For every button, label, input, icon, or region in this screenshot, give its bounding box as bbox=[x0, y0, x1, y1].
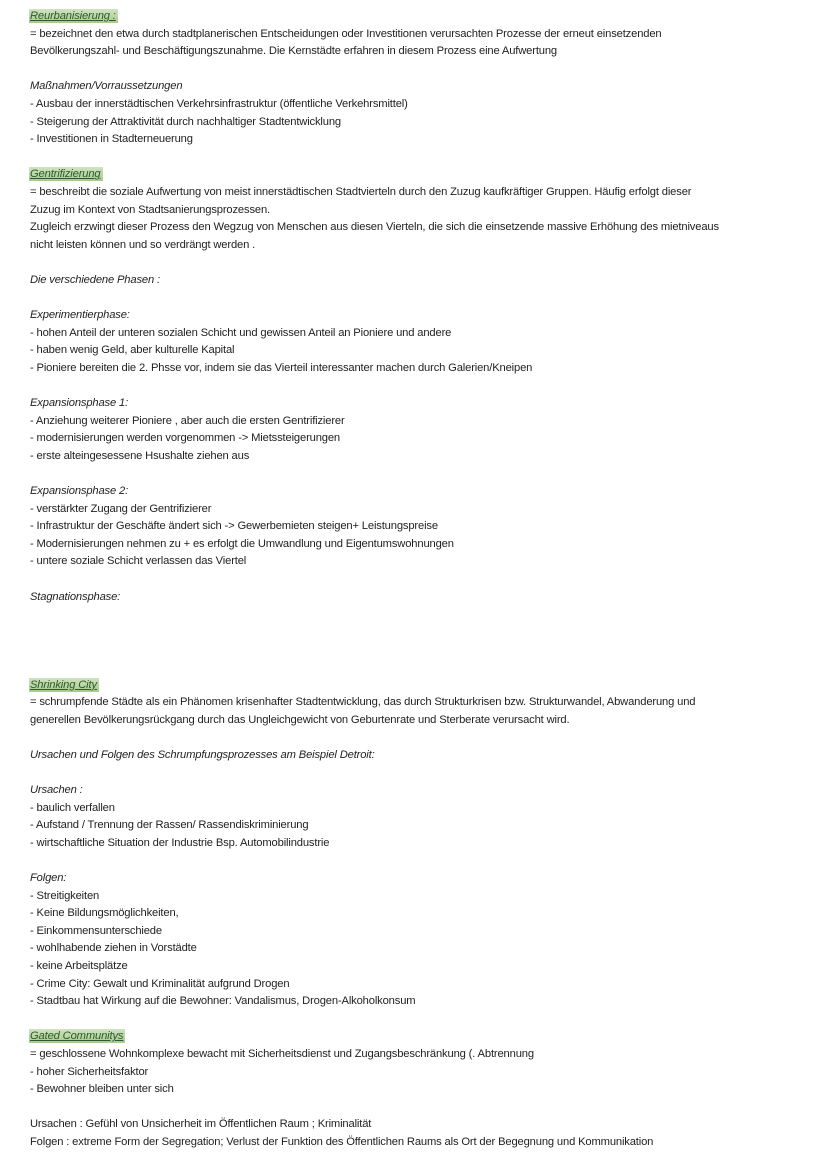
text-line: = geschlossene Wohnkomplexe bewacht mit Sicherheitsdienst und Zugangsbeschränkung (. Abtrennung bbox=[30, 1048, 534, 1061]
subheading-expansionsphase-1: Expansionsphase 1: bbox=[30, 397, 129, 410]
text-line: Ursachen : Gefühl von Unsicherheit im Öffentlichen Raum ; Kriminalität bbox=[30, 1118, 372, 1131]
document-page bbox=[30, 8, 810, 1152]
list-item: - Steigerung der Attraktivität durch nachhaltiger Stadtentwicklung bbox=[30, 115, 341, 128]
list-item: - Streitigkeiten bbox=[30, 889, 100, 902]
text-line: Zugleich erzwingt dieser Prozess den Wegzug von Menschen aus diesen Vierteln, die sich die einsetzende massive Erhöhung des mietniveaus bbox=[30, 221, 719, 234]
list-item: - Stadtbau hat Wirkung auf die Bewohner: Vandalismus, Drogen-Alkoholkonsum bbox=[30, 995, 416, 1008]
subheading-ursachen: Ursachen : bbox=[30, 784, 83, 797]
list-item: - wohlhabende ziehen in Vorstädte bbox=[30, 942, 197, 955]
text-line: generellen Bevölkerungsrückgang durch das Ungleichgewicht von Geburtenrate und Sterberate verursacht wird. bbox=[30, 713, 570, 726]
subheading-stagnationsphase: Stagnationsphase: bbox=[30, 590, 121, 603]
list-item: - haben wenig Geld, aber kulturelle Kapital bbox=[30, 344, 235, 357]
list-item: - hohen Anteil der unteren sozialen Schicht und gewissen Anteil an Pioniere und andere bbox=[30, 326, 452, 339]
list-item: - keine Arbeitsplätze bbox=[30, 960, 128, 973]
list-item: - Keine Bildungsmöglichkeiten, bbox=[30, 907, 179, 920]
list-item: - verstärkter Zugang der Gentrifizierer bbox=[30, 502, 212, 515]
subheading-phasen: Die verschiedene Phasen : bbox=[30, 273, 160, 286]
list-item: - Investitionen in Stadterneuerung bbox=[30, 133, 193, 146]
list-item: - Infrastruktur der Geschäfte ändert sich -> Gewerbemieten steigen+ Leistungspreise bbox=[30, 520, 438, 533]
text-line: Zuzug im Kontext von Stadtsanierungsprozessen. bbox=[30, 203, 270, 216]
subheading-folgen: Folgen: bbox=[30, 872, 67, 885]
list-item: - wirtschaftliche Situation der Industrie Bsp. Automobilindustrie bbox=[30, 836, 330, 849]
list-item: - Pioniere bereiten die 2. Phsse vor, indem sie das Vierteil interessanter machen durch Galerien/Kneipen bbox=[30, 361, 533, 374]
subheading-expansionsphase-2: Expansionsphase 2: bbox=[30, 485, 129, 498]
text-line: Bevölkerungszahl- und Beschäftigungszunahme. Die Kernstädte erfahren in diesem Prozess eine Aufwertung bbox=[30, 45, 557, 58]
subheading-experimentierphase: Experimentierphase: bbox=[30, 309, 130, 322]
section-heading-shrinking-city: Shrinking City bbox=[30, 678, 97, 691]
list-item: - Einkommensunterschiede bbox=[30, 924, 162, 937]
section-heading-gentrifizierung: Gentrifizierung bbox=[30, 168, 101, 181]
list-item: - Aufstand / Trennung der Rassen/ Rassendiskriminierung bbox=[30, 819, 309, 832]
list-item: - untere soziale Schicht verlassen das Viertel bbox=[30, 555, 247, 568]
text-line: Folgen : extreme Form der Segregation; Verlust der Funktion des Öffentlichen Raums als Ort der Begegnung und Kommunikation bbox=[30, 1136, 654, 1149]
list-item: - Anziehung weiterer Pioniere , aber auch die ersten Gentrifizierer bbox=[30, 414, 345, 427]
list-item: - erste alteingesessene Hsushalte ziehen aus bbox=[30, 449, 250, 462]
section-heading-reurbanisierung: Reurbanisierung : bbox=[30, 10, 116, 22]
list-item: - baulich verfallen bbox=[30, 801, 115, 814]
list-item: - Modernisierungen nehmen zu + es erfolgt die Umwandlung und Eigentumswohnungen bbox=[30, 537, 454, 550]
list-item: - Crime City: Gewalt und Kriminalität aufgrund Drogen bbox=[30, 977, 290, 990]
text-line: nicht leisten können und so verdrängt werden . bbox=[30, 238, 256, 251]
section-heading-gated-communitys: Gated Communitys bbox=[30, 1030, 124, 1043]
subheading-massnahmen: Maßnahmen/Vorraussetzungen bbox=[30, 80, 183, 93]
list-item: - hoher Sicherheitsfaktor bbox=[30, 1065, 149, 1078]
subheading-detroit: Ursachen und Folgen des Schrumpfungsprozesses am Beispiel Detroit: bbox=[30, 748, 375, 761]
text-line: = beschreibt die soziale Aufwertung von meist innerstädtischen Stadtvierteln durch den Zuzug kaufkräftiger Gruppen. Häufig erfolgt dieser bbox=[30, 185, 692, 198]
list-item: - Bewohner bleiben unter sich bbox=[30, 1083, 174, 1096]
list-item: - Ausbau der innerstädtischen Verkehrsinfrastruktur (öffentliche Verkehrsmittel) bbox=[30, 97, 408, 110]
text-line: = schrumpfende Städte als ein Phänomen krisenhafter Stadtentwicklung, das durch Strukturkrisen bzw. Strukturwandel, Abwanderung und bbox=[30, 696, 696, 709]
list-item: - modernisierungen werden vorgenommen -> Mietssteigerungen bbox=[30, 432, 341, 445]
text-line: = bezeichnet den etwa durch stadtplanerischen Entscheidungen oder Investitionen verursachten Prozesse der erneut einsetzenden bbox=[30, 27, 662, 40]
